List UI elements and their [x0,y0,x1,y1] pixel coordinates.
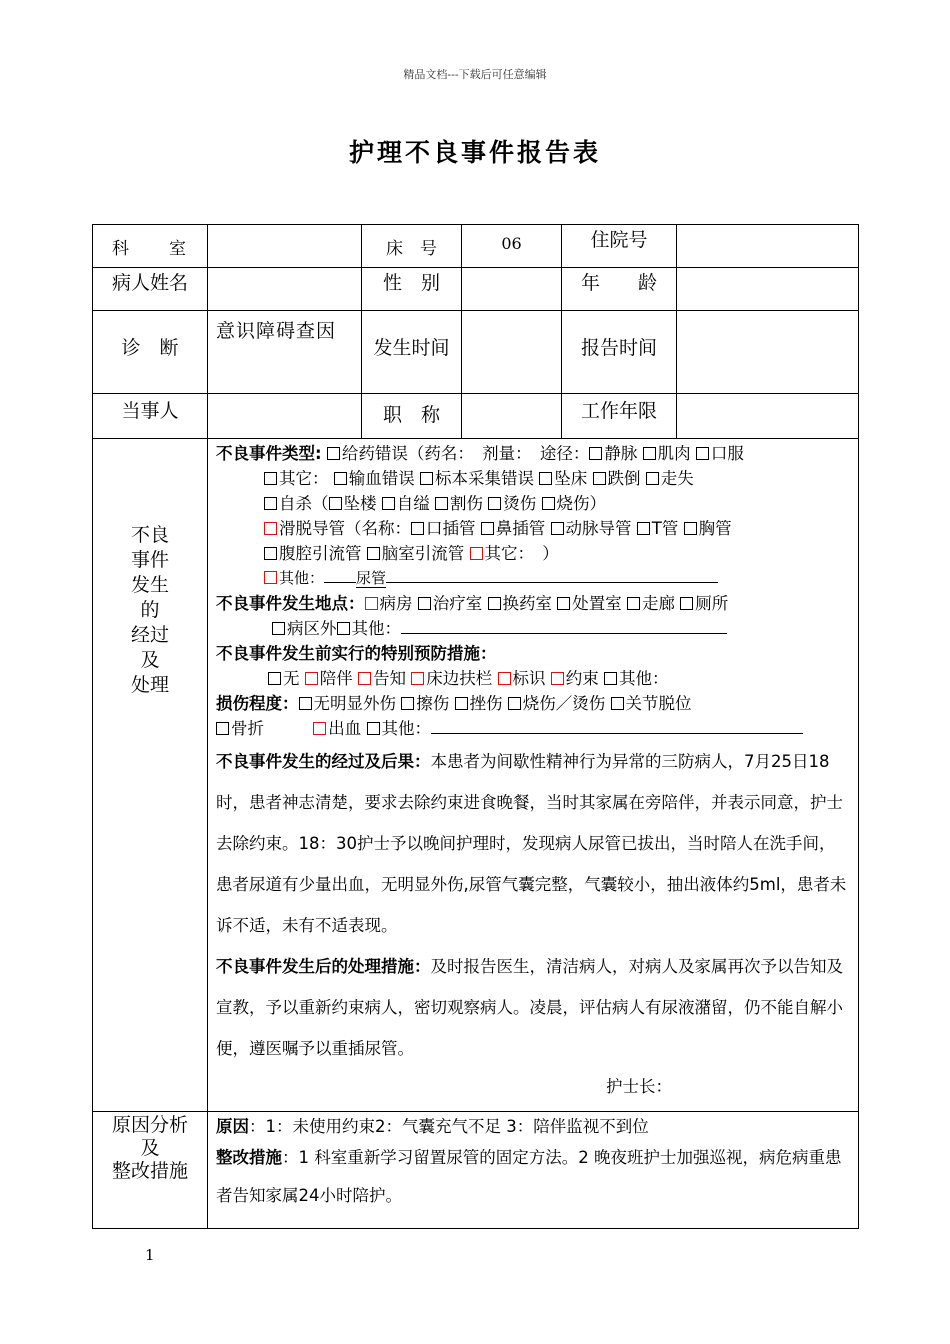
checkbox[interactable] [611,697,624,710]
checkbox[interactable] [646,472,659,485]
checkbox-checked[interactable] [264,522,277,535]
checkbox[interactable] [435,497,448,510]
event-content: 不良事件类型: 给药错误（药名： 剂量： 途径： 静脉 肌肉 口服 其它： 输血错误 标本采集错误 坠床 跌倒 走失 自杀（ 坠楼 自缢 割伤 烫伤 烧伤） 滑脱导管（名称： 口插管 鼻插管 动脉导管 T管 胸管 腹腔引流管 脑室引流管 其它： ） 其他： 尿管 不良事件发生地点： 病房 治疗室 换药室 处置室 走廊 厕所 病区外 其他： 不良事件发生前实行的特别预防措施： 无 陪伴 告知 床边扶栏 标识 约束 其他： 损伤程度： 无明显外伤 擦伤 挫伤 烧伤／烫伤 关节脱位 骨折 出血 其他： 不良事件发生的经过及后果：本患者为间歇性精神行为异常的三防病人，7月25日18时，患者神志清楚，要求去除约束进食晚餐，当时其家属在旁陪伴，并表示同意，护士去除约束。18：30护士予以晚间护理时，发现病人尿管已拔出，当时陪人在洗手间，患者尿道有少量出血，无明显外伤,尿管气囊完整，气囊较小，抽出液体约5ml，患者未诉不适，未有不适表现。 不良事件发生后的处理措施：及时报告医生，清洁病人，对病人及家属再次予以告知及宣教，予以重新约束病人，密切观察病人。凌晨，评估病人有尿液潴留，仍不能自解小便，遵医嘱予以重插尿管。 护士长： [208,439,859,1112]
opt-other3: 其他： [279,569,325,587]
loc-treatment-room: 治疗室 [432,594,483,613]
checkbox[interactable] [411,522,424,535]
age-label: 年 龄 [562,268,677,311]
inj-other-line[interactable] [431,719,803,734]
opt-nasal-tube: 鼻插管 [495,519,546,538]
checkbox[interactable] [684,522,697,535]
checkbox[interactable] [299,697,312,710]
admission-label: 住院号 [562,225,677,268]
checkbox-checked[interactable] [313,722,326,735]
checkbox[interactable] [268,672,281,685]
head-nurse-signature: 护士长： [606,1077,672,1096]
bed-label: 床 号 [362,225,462,268]
checkbox[interactable] [264,547,277,560]
checkbox[interactable] [216,722,229,735]
handling-text: 及时报告医生，清洁病人，对病人及家属再次予以告知及宣教，予以重新约束病人，密切观察病人。凌晨，评估病人有尿液潴留，仍不能自解小便，遵医嘱予以重插尿管。 [216,957,843,1058]
checkbox[interactable] [551,522,564,535]
inj-none: 无明显外伤 [313,694,396,713]
opt-t-tube: T管 [651,519,679,538]
checkbox[interactable] [367,722,380,735]
event-side-line: 经过 [130,624,169,646]
inj-bleeding: 出血 [328,719,362,738]
loc-corridor: 走廊 [642,594,675,613]
party-field[interactable] [208,394,362,439]
analysis-row [93,1112,859,1229]
analysis-side-line: 整改措施 [111,1160,188,1182]
checkbox-checked[interactable] [470,547,483,560]
occur-time-label: 发生时间 [362,311,462,394]
checkbox-checked[interactable] [498,672,511,685]
inj-other: 其他： [381,719,431,738]
report-time-label: 报告时间 [562,311,677,394]
checkbox[interactable] [264,497,277,510]
checkbox[interactable] [272,622,285,635]
checkbox[interactable] [382,497,395,510]
loc-other: 其他： [351,619,401,638]
analysis-side-label [93,1112,208,1229]
opt-cut: 割伤 [450,494,483,513]
checkbox[interactable] [420,472,433,485]
prev-restraint: 约束 [565,669,599,688]
loc-other-line[interactable] [401,619,727,634]
opt-suicide: 自杀（ [279,494,329,513]
opt-catheter-slip: 滑脱导管（名称： [279,519,411,538]
checkbox[interactable] [637,522,650,535]
dept-field[interactable] [208,225,362,268]
opt-chest-tube: 胸管 [698,519,732,538]
inj-dislocation: 关节脱位 [625,694,692,713]
event-side-line: 不良 [130,524,169,546]
measures-text: ：1 科室重新学习留置尿管的固定方法。2 晚夜班护士加强巡视，病危病重患者告知家属24小时陪护。 [216,1148,842,1205]
loc-disposal-room: 处置室 [572,594,622,613]
checkbox[interactable] [696,447,709,460]
job-title-field[interactable] [462,394,562,439]
course-label: 不良事件发生的经过及后果： [216,752,431,771]
opt-oral: 口服 [710,444,744,463]
checkbox[interactable] [337,622,350,635]
page-title: 护理不良事件报告表 [348,138,601,167]
checkbox[interactable] [367,547,380,560]
loc-toilet: 厕所 [695,594,729,613]
opt-jump: 坠楼 [343,494,377,513]
type-label: 不良事件类型 [216,444,315,463]
loc-dressing-room: 换药室 [502,594,552,613]
inj-fracture: 骨折 [231,719,264,738]
sex-label: 性 别 [362,268,462,311]
location-label: 不良事件发生地点： [216,594,365,613]
opt-arterial: 动脉导管 [565,519,632,538]
checkbox[interactable] [680,597,693,610]
opt-burn: 烧伤） [556,494,606,513]
measures-label: 整改措施 [216,1148,282,1167]
patient-name-field[interactable] [208,268,362,311]
opt-ventricle-drain: 脑室引流管 [381,544,465,563]
event-side-line: 发生 [130,574,169,596]
event-side-line: 的 [140,599,160,621]
checkbox[interactable] [329,497,342,510]
checkbox[interactable] [488,497,501,510]
report-form [92,224,859,1229]
patient-name-label: 病人姓名 [93,268,208,311]
analysis-side-line: 原因分析 [111,1114,188,1136]
opt-fall-bed: 坠床 [554,469,588,488]
opt-other1: 其它： [279,469,329,488]
event-row [93,439,859,1112]
prev-inform: 告知 [373,669,406,688]
event-side-label [93,439,208,1112]
event-side-line: 事件 [130,549,169,571]
page-number: 1 [145,1246,155,1264]
checkbox[interactable] [542,497,555,510]
opt-oral-tube: 口插管 [426,519,476,538]
opt-lost: 走失 [660,469,694,488]
checkbox[interactable] [481,522,494,535]
checkbox-checked[interactable] [264,571,277,584]
diagnosis-field[interactable]: 意识障碍查因 [208,311,362,394]
prev-other: 其他： [619,669,669,688]
opt-iv: 静脉 [604,444,638,463]
analysis-side-line: 及 [140,1137,160,1159]
other3-value: 尿管 [356,569,387,587]
checkbox[interactable] [539,472,552,485]
checkbox[interactable] [327,447,340,460]
checkbox[interactable] [557,597,570,610]
checkbox[interactable] [455,697,468,710]
analysis-content [208,1112,859,1229]
checkbox[interactable] [401,697,414,710]
course-text: 本患者为间歇性精神行为异常的三防病人，7月25日18时，患者神志清楚，要求去除约束进食晚餐，当时其家属在旁陪伴，并表示同意，护士去除约束。18：30护士予以晚间护理时，发现病人尿管已拔出，当时陪人在洗手间，患者尿道有少量出血，无明显外伤,尿管气囊完整，气囊较小，抽出液体约5ml，患者未诉不适，未有不适表现。 [216,752,847,935]
checkbox[interactable] [627,597,640,610]
opt-drug-error: 给药错误（药名： 剂量： 途径： [341,444,590,463]
checkbox[interactable] [508,697,521,710]
handling-label: 不良事件发生后的处理措施： [216,957,431,976]
checkbox[interactable] [418,597,431,610]
checkbox-checked[interactable] [358,672,371,685]
prev-escort: 陪伴 [319,669,353,688]
checkbox[interactable] [488,597,501,610]
occur-time-field[interactable] [462,311,562,394]
checkbox[interactable] [643,447,656,460]
inj-abrasion: 擦伤 [416,694,450,713]
job-title-label: 职 称 [362,394,462,439]
checkbox[interactable] [264,472,277,485]
inj-sprain: 挫伤 [469,694,503,713]
opt-abd-drain: 腹腔引流管 [279,544,362,563]
prev-sign: 标识 [512,669,546,688]
checkbox-checked[interactable] [551,672,564,685]
loc-ward: 病房 [379,594,413,613]
opt-im: 肌肉 [657,444,691,463]
diagnosis-label: 诊 断 [93,311,208,394]
work-years-field[interactable] [677,394,859,439]
prev-none: 无 [283,669,300,688]
opt-specimen: 标本采集错误 [435,469,534,488]
sex-field[interactable] [462,268,562,311]
event-side-line: 及 [140,649,160,671]
checkbox[interactable] [593,472,606,485]
inj-burn: 烧伤／烫伤 [522,694,606,713]
checkbox-checked[interactable] [411,672,424,685]
opt-fall: 跌倒 [607,469,641,488]
checkbox[interactable] [604,672,617,685]
admission-field[interactable] [677,225,859,268]
cause-label: 原因 [216,1117,249,1136]
opt-transfusion: 输血错误 [348,469,415,488]
checkbox-checked[interactable] [305,672,318,685]
prevention-label: 不良事件发生前实行的特别预防措施： [216,644,497,663]
opt-other2: 其它： ） [484,544,559,563]
opt-scald: 烫伤 [503,494,537,513]
dept-label: 科 室 [93,225,208,268]
opt-hang: 自缢 [396,494,430,513]
cause-text: ：1：未使用约束2：气囊充气不足 3：陪伴监视不到位 [249,1117,649,1136]
checkbox[interactable] [589,447,602,460]
prev-bed-rail: 床边扶栏 [426,669,493,688]
injury-label: 损伤程度： [216,694,299,713]
event-side-line: 处理 [130,674,169,696]
bed-field[interactable]: 06 [462,225,562,268]
report-time-field[interactable] [677,311,859,394]
loc-outside-ward: 病区外 [287,619,337,638]
checkbox[interactable] [334,472,347,485]
header-note: 精品文档---下载后可任意编辑 [403,68,547,81]
work-years-label: 工作年限 [562,394,677,439]
age-field[interactable] [677,268,859,311]
party-label: 当事人 [93,394,208,439]
checkbox-checked[interactable] [365,597,378,610]
